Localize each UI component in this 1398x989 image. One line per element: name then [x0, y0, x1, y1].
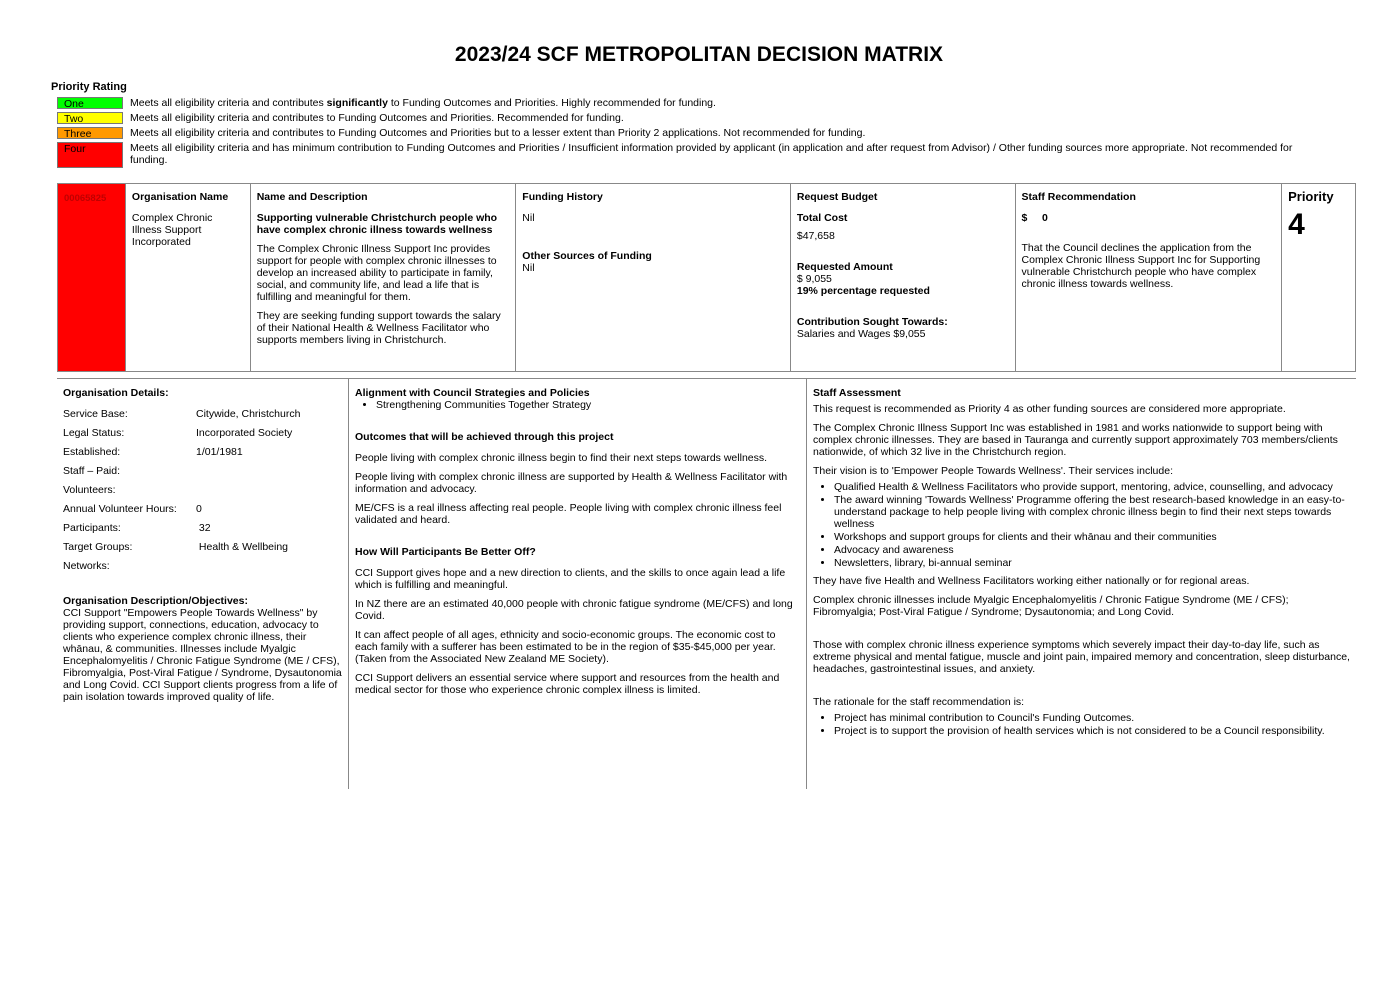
organisation-details-column	[57, 379, 349, 789]
total-cost-value: $47,658	[796, 230, 835, 242]
priority-swatch-three: Three	[57, 127, 123, 139]
priority-swatch-one: One	[57, 97, 123, 109]
assessment-facilitators: They have five Health and Wellness Facilitators working either nationally or for regional areas.	[813, 575, 1250, 587]
organisation-details-header: Organisation Details:	[63, 387, 169, 399]
funding-history-value: Nil	[522, 212, 535, 224]
recommended-amount: $ 0	[1021, 212, 1048, 224]
detail-row: Participants: 32	[63, 522, 211, 534]
legend-row-two	[57, 112, 1317, 124]
application-id-cell	[58, 184, 126, 371]
legend-text-one: Meets all eligibility criteria and contributes significantly to Funding Outcomes and Priorities. Highly recommended for funding.	[130, 97, 716, 109]
detail-row: Volunteers:	[63, 484, 116, 496]
detail-row: Annual Volunteer Hours: 0	[63, 503, 202, 515]
rationale-item: • Project has minimal contribution to Council's Funding Outcomes.	[834, 712, 1350, 724]
organisation-name: Complex Chronic Illness Support Incorporated	[131, 212, 213, 248]
request-budget-cell	[791, 184, 1016, 371]
legend-text-four: Meets all eligibility criteria and has minimum contribution to Funding Outcomes and Priorities / Insufficient information provided by applicant (in application and after request from Advisor) / Other funding sources more appropriate. Not recommended for funding.	[130, 142, 1293, 166]
project-title: Supporting vulnerable Christchurch people who have complex chronic illness towards wellness	[256, 212, 498, 236]
detail-row: Service Base: Citywide, Christchurch	[63, 408, 301, 420]
project-description: The Complex Chronic Illness Support Inc provides support for people with complex chronic illnesses to develop an increased ability to participate in family, social, and community life, and lead a life that is fulfilling and meaningful for them.	[256, 243, 497, 303]
other-funding-value: Nil	[522, 262, 535, 274]
better-off-item: In NZ there are an estimated 40,000 people with chronic fatigue syndrome (ME/CFS) and long Covid.	[355, 598, 793, 622]
contribution-label: Contribution Sought Towards:	[796, 316, 948, 328]
legend-text-two: Meets all eligibility criteria and contributes to Funding Outcomes and Priorities. Recommended for funding.	[130, 112, 624, 124]
page-title: 2023/24 SCF METROPOLITAN DECISION MATRIX	[454, 43, 944, 66]
legend-row-one	[57, 97, 1317, 109]
requested-amount-label: Requested Amount	[796, 261, 893, 273]
name-description-cell	[251, 184, 517, 371]
service-item: • Advocacy and awareness	[834, 544, 1350, 556]
percentage-requested: 19% percentage requested	[796, 285, 930, 297]
detail-row: Target Groups: Health & Wellbeing	[63, 541, 289, 553]
staff-assessment-header: Staff Assessment	[813, 387, 901, 399]
service-item: • Qualified Health & Wellness Facilitators who provide support, mentoring, advice, counselling, and advocacy	[834, 481, 1350, 493]
staff-recommendation-cell	[1016, 184, 1283, 371]
priority-swatch-four: Four	[57, 142, 123, 168]
project-funding-purpose: They are seeking funding support towards the salary of their National Health & Wellness Facilitator who supports members living in Christchurch.	[256, 310, 501, 346]
better-off-item: It can affect people of all ages, ethnicity and socio-economic groups. The economic cost to each family with a sufferer has been estimated to be in the region of $35-$45,000 per year. (Taken from the Associated New Zealand ME Society).	[355, 629, 776, 665]
priority-legend	[57, 97, 1317, 171]
funding-history-header: Funding History	[522, 191, 603, 203]
priority-swatch-two: Two	[57, 112, 123, 124]
outcomes-header: Outcomes that will be achieved through this project	[355, 431, 614, 443]
legend-text-three: Meets all eligibility criteria and contributes to Funding Outcomes and Priorities but to a lesser extent than Priority 2 applications. Not recommended for funding.	[130, 127, 866, 139]
legend-row-four	[57, 142, 1317, 168]
request-budget-header: Request Budget	[796, 191, 878, 203]
rationale-header: The rationale for the staff recommendation is:	[813, 696, 1025, 708]
assessment-background: The Complex Chronic Illness Support Inc was established in 1981 and works nationwide to support being with complex chronic illnesses. They are based in Tauranga and currently support approximately 703 members/clients nationwide, of which 32 live in the Christchurch region.	[813, 422, 1338, 458]
details-section	[57, 378, 1356, 789]
assessment-symptoms: Those with complex chronic illness experience symptoms which severely impact their day-to-day life, such as extreme physical and mental fatigue, muscle and joint pain, impaired memory and concentration, sleep disturbance, headaches, gastrointestinal issues, and anxiety.	[813, 639, 1350, 675]
assessment-summary: This request is recommended as Priority 4 as other funding sources are considered more appropriate.	[813, 403, 1286, 415]
better-off-header: How Will Participants Be Better Off?	[355, 546, 536, 558]
service-item: • The award winning 'Towards Wellness' Programme offering the best research-based knowledge in an easy-to-understand package to help people living with complex chronic illness begin to find their next steps towards wellness	[834, 494, 1350, 530]
outcome-item: People living with complex chronic illness begin to find their next steps towards wellness.	[355, 452, 768, 464]
better-off-item: CCI Support gives hope and a new direction to clients, and the skills to once again lead a life which is fulfilling and meaningful.	[355, 567, 786, 591]
assessment-illnesses: Complex chronic illnesses include Myalgic Encephalomyelitis / Chronic Fatigue Syndrome (ME / CFS); Fibromyalgia; Post-Viral Fatigue / Syndrome; Dysautonomia; and Long Covid.	[813, 594, 1289, 618]
org-description-header: Organisation Description/Objectives:	[63, 595, 248, 607]
alignment-header: Alignment with Council Strategies and Policies	[355, 387, 590, 399]
organisation-name-header: Organisation Name	[131, 191, 229, 203]
organisation-name-cell	[126, 184, 251, 371]
staff-assessment-column	[807, 379, 1356, 789]
other-funding-header: Other Sources of Funding	[522, 250, 652, 262]
recommendation-text: That the Council declines the application from the Complex Chronic Illness Support Inc for Supporting vulnerable Christchurch people who have complex chronic illness towards wellness.	[1021, 242, 1261, 290]
application-id: 00065825	[64, 193, 107, 204]
org-description: CCI Support "Empowers People Towards Wellness" by providing support, connections, education, advocacy to clients who experience complex chronic illness, their whānau, & communities. Illnesses include Myalgic Encephalomyelitis / Chronic Fatigue Syndrome (ME / CFS), Fibromyalgia, Post-Viral Fatigue / Syndrome, Dysautonomia and Long Covid. CCI Support clients progress from a life of pain isolation towards improved quality of life.	[63, 607, 342, 703]
service-item: • Workshops and support groups for clients and their whānau and their communities	[834, 531, 1350, 543]
detail-row: Networks:	[63, 560, 110, 572]
priority-header: Priority	[1288, 189, 1334, 204]
priority-cell	[1282, 184, 1355, 371]
service-item: • Newsletters, library, bi-annual seminar	[834, 557, 1350, 569]
funding-history-cell	[516, 184, 791, 371]
detail-row: Legal Status: Incorporated Society	[63, 427, 293, 439]
priority-value: 4	[1288, 208, 1305, 241]
detail-row: Established: 1/01/1981	[63, 446, 243, 458]
total-cost-label: Total Cost	[796, 212, 848, 224]
staff-recommendation-header: Staff Recommendation	[1021, 191, 1136, 203]
better-off-item: CCI Support delivers an essential service where support and resources from the health and medical sector for those who experience chronic complex illness is limited.	[355, 672, 780, 696]
application-summary-table	[57, 183, 1356, 372]
outcome-item: People living with complex chronic illness are supported by Health & Wellness Facilitator with information and advocacy.	[355, 471, 788, 495]
detail-row: Staff – Paid:	[63, 465, 121, 477]
strategy-item: • Strengthening Communities Together Strategy	[376, 399, 800, 411]
alignment-column	[349, 379, 807, 789]
legend-row-three	[57, 127, 1317, 139]
name-description-header: Name and Description	[256, 191, 368, 203]
requested-amount-value: $ 9,055	[796, 273, 832, 285]
contribution-value: Salaries and Wages $9,055	[796, 328, 926, 340]
priority-rating-label: Priority Rating	[51, 81, 127, 93]
assessment-vision: Their vision is to 'Empower People Towards Wellness'. Their services include:	[813, 465, 1173, 477]
outcome-item: ME/CFS is a real illness affecting real people. People living with complex chronic illness feel validated and heard.	[355, 502, 782, 526]
rationale-item: • Project is to support the provision of health services which is not considered to be a Council responsibility.	[834, 725, 1350, 737]
